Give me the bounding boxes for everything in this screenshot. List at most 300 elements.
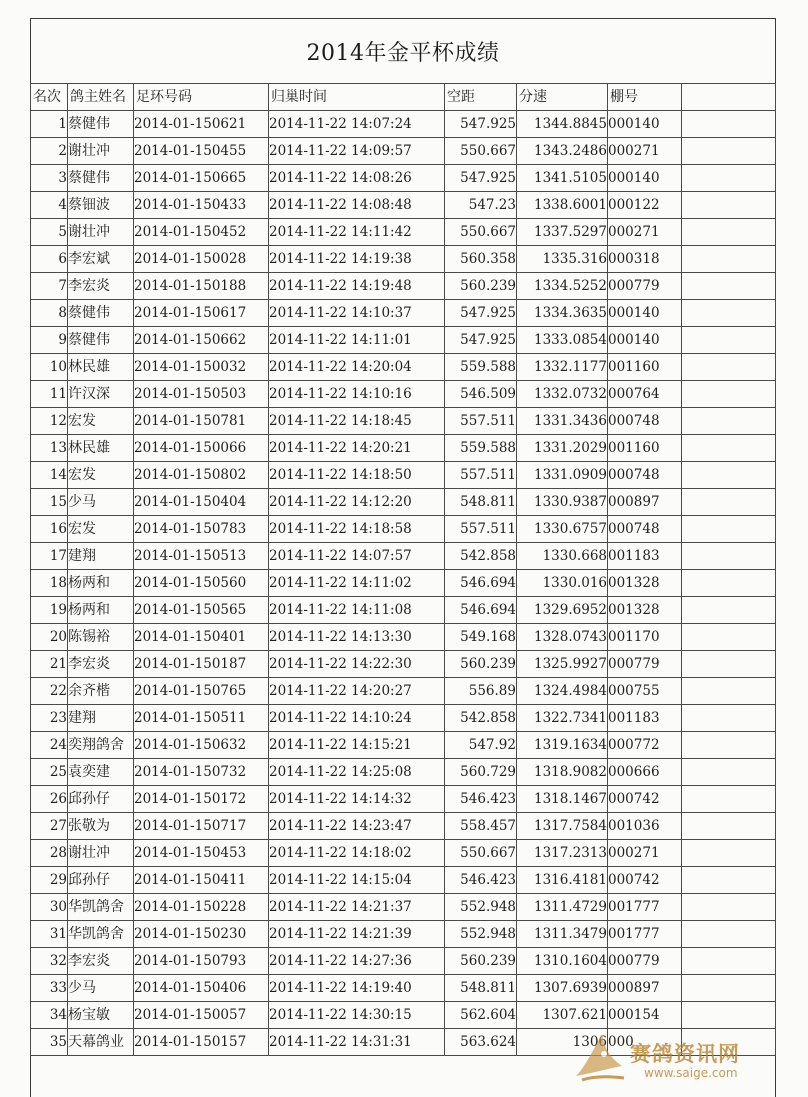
table-row	[31, 1002, 776, 1029]
watermark	[568, 1026, 798, 1092]
cell-ring-number: 2014-01-150452	[134, 219, 269, 246]
cell-owner: 谢壮冲	[68, 840, 134, 867]
cell-owner: 杨两和	[68, 597, 134, 624]
cell-rank: 24	[31, 732, 68, 759]
cell-owner: 建翔	[68, 705, 134, 732]
cell-speed: 1318.9082	[517, 759, 608, 786]
cell-blank	[682, 543, 776, 570]
cell-ring-number: 2014-01-150621	[134, 111, 269, 138]
cell-ring-number: 2014-01-150455	[134, 138, 269, 165]
cell-rank: 20	[31, 624, 68, 651]
cell-owner: 邱孙仔	[68, 867, 134, 894]
cell-ring-number: 2014-01-150453	[134, 840, 269, 867]
cell-speed: 1318.1467	[517, 786, 608, 813]
cell-loft-number: 000140	[608, 327, 682, 354]
cell-ring-number: 2014-01-150560	[134, 570, 269, 597]
cell-speed: 1319.1634	[517, 732, 608, 759]
cell-rank: 23	[31, 705, 68, 732]
table-row	[31, 543, 776, 570]
cell-return-time: 2014-11-22 14:11:08	[269, 597, 445, 624]
cell-owner: 天幕鸽业	[68, 1029, 134, 1056]
cell-speed: 1310.1604	[517, 948, 608, 975]
table-row	[31, 435, 776, 462]
cell-blank	[682, 273, 776, 300]
cell-owner: 蔡钿波	[68, 192, 134, 219]
cell-blank	[682, 408, 776, 435]
cell-owner: 蔡健伟	[68, 300, 134, 327]
cell-speed: 1330.668	[517, 543, 608, 570]
cell-owner: 建翔	[68, 543, 134, 570]
cell-rank: 7	[31, 273, 68, 300]
cell-ring-number: 2014-01-150066	[134, 435, 269, 462]
cell-speed: 1334.3635	[517, 300, 608, 327]
cell-return-time: 2014-11-22 14:07:57	[269, 543, 445, 570]
cell-distance: 552.948	[445, 921, 517, 948]
header-owner: 鸽主姓名	[68, 84, 134, 111]
cell-rank: 9	[31, 327, 68, 354]
cell-distance: 546.694	[445, 597, 517, 624]
cell-loft-number: 000779	[608, 273, 682, 300]
cell-rank: 4	[31, 192, 68, 219]
cell-blank	[682, 732, 776, 759]
cell-loft-number: 001170	[608, 624, 682, 651]
table-row	[31, 516, 776, 543]
cell-loft-number: 000	[608, 1029, 682, 1056]
cell-owner: 谢壮冲	[68, 138, 134, 165]
table-row	[31, 219, 776, 246]
cell-blank	[682, 354, 776, 381]
cell-rank: 2	[31, 138, 68, 165]
cell-rank: 5	[31, 219, 68, 246]
cell-loft-number: 000779	[608, 948, 682, 975]
cell-distance: 550.667	[445, 840, 517, 867]
cell-ring-number: 2014-01-150411	[134, 867, 269, 894]
cell-loft-number: 000764	[608, 381, 682, 408]
cell-ring-number: 2014-01-150783	[134, 516, 269, 543]
cell-distance: 558.457	[445, 813, 517, 840]
cell-loft-number: 000755	[608, 678, 682, 705]
cell-distance: 557.511	[445, 516, 517, 543]
cell-loft-number: 000140	[608, 111, 682, 138]
cell-owner: 奕翔鸽舍	[68, 732, 134, 759]
cell-ring-number: 2014-01-150632	[134, 732, 269, 759]
cell-loft-number: 000271	[608, 138, 682, 165]
cell-blank	[682, 435, 776, 462]
cell-rank: 30	[31, 894, 68, 921]
table-row	[31, 597, 776, 624]
cell-rank: 18	[31, 570, 68, 597]
cell-return-time: 2014-11-22 14:25:08	[269, 759, 445, 786]
cell-owner: 蔡健伟	[68, 111, 134, 138]
table-row	[31, 894, 776, 921]
cell-ring-number: 2014-01-150230	[134, 921, 269, 948]
cell-owner: 杨宝敏	[68, 1002, 134, 1029]
cell-loft-number: 000742	[608, 867, 682, 894]
cell-rank: 3	[31, 165, 68, 192]
table-row	[31, 273, 776, 300]
cell-rank: 27	[31, 813, 68, 840]
cell-ring-number: 2014-01-150732	[134, 759, 269, 786]
cell-speed: 1324.4984	[517, 678, 608, 705]
cell-speed: 1337.5297	[517, 219, 608, 246]
cell-blank	[682, 624, 776, 651]
cell-owner: 宏发	[68, 408, 134, 435]
cell-blank	[682, 975, 776, 1002]
cell-speed: 1317.7584	[517, 813, 608, 840]
cell-return-time: 2014-11-22 14:20:27	[269, 678, 445, 705]
cell-rank: 32	[31, 948, 68, 975]
table-row	[31, 948, 776, 975]
cell-return-time: 2014-11-22 14:14:32	[269, 786, 445, 813]
cell-blank	[682, 111, 776, 138]
cell-rank: 11	[31, 381, 68, 408]
cell-distance: 556.89	[445, 678, 517, 705]
cell-loft-number: 000772	[608, 732, 682, 759]
cell-distance: 548.811	[445, 489, 517, 516]
cell-speed: 1333.0854	[517, 327, 608, 354]
cell-return-time: 2014-11-22 14:21:37	[269, 894, 445, 921]
cell-owner: 少马	[68, 975, 134, 1002]
cell-ring-number: 2014-01-150717	[134, 813, 269, 840]
cell-ring-number: 2014-01-150406	[134, 975, 269, 1002]
cell-blank	[682, 921, 776, 948]
cell-blank	[682, 840, 776, 867]
cell-owner: 华凯鸽舍	[68, 921, 134, 948]
cell-blank	[682, 381, 776, 408]
cell-speed: 1334.5252	[517, 273, 608, 300]
cell-rank: 21	[31, 651, 68, 678]
cell-return-time: 2014-11-22 14:08:26	[269, 165, 445, 192]
table-row	[31, 624, 776, 651]
cell-speed: 1331.3436	[517, 408, 608, 435]
cell-ring-number: 2014-01-150662	[134, 327, 269, 354]
results-body	[31, 111, 776, 1056]
cell-ring-number: 2014-01-150404	[134, 489, 269, 516]
cell-owner: 宏发	[68, 462, 134, 489]
cell-speed: 1330.9387	[517, 489, 608, 516]
table-row	[31, 813, 776, 840]
cell-ring-number: 2014-01-150511	[134, 705, 269, 732]
table-row	[31, 705, 776, 732]
cell-loft-number: 001160	[608, 435, 682, 462]
cell-speed: 1325.9927	[517, 651, 608, 678]
cell-blank	[682, 165, 776, 192]
cell-loft-number: 000748	[608, 516, 682, 543]
cell-owner: 林民雄	[68, 354, 134, 381]
cell-blank	[682, 813, 776, 840]
cell-rank: 31	[31, 921, 68, 948]
cell-distance: 557.511	[445, 462, 517, 489]
cell-loft-number: 000318	[608, 246, 682, 273]
cell-return-time: 2014-11-22 14:21:39	[269, 921, 445, 948]
cell-blank	[682, 489, 776, 516]
cell-owner: 李宏炎	[68, 273, 134, 300]
cell-return-time: 2014-11-22 14:22:30	[269, 651, 445, 678]
cell-loft-number: 000271	[608, 840, 682, 867]
cell-blank	[682, 894, 776, 921]
cell-loft-number: 001328	[608, 570, 682, 597]
cell-distance: 548.811	[445, 975, 517, 1002]
cell-blank	[682, 786, 776, 813]
cell-owner: 杨两和	[68, 570, 134, 597]
cell-owner: 余齐楷	[68, 678, 134, 705]
table-row	[31, 354, 776, 381]
cell-return-time: 2014-11-22 14:27:36	[269, 948, 445, 975]
cell-ring-number: 2014-01-150665	[134, 165, 269, 192]
pigeon-logo-icon	[568, 1026, 630, 1088]
cell-ring-number: 2014-01-150188	[134, 273, 269, 300]
cell-rank: 25	[31, 759, 68, 786]
cell-distance: 546.694	[445, 570, 517, 597]
cell-return-time: 2014-11-22 14:19:40	[269, 975, 445, 1002]
cell-return-time: 2014-11-22 14:18:58	[269, 516, 445, 543]
cell-distance: 547.925	[445, 111, 517, 138]
cell-rank: 6	[31, 246, 68, 273]
cell-loft-number: 000897	[608, 975, 682, 1002]
cell-ring-number: 2014-01-150565	[134, 597, 269, 624]
cell-rank: 22	[31, 678, 68, 705]
cell-blank	[682, 1002, 776, 1029]
cell-loft-number: 000122	[608, 192, 682, 219]
cell-return-time: 2014-11-22 14:11:42	[269, 219, 445, 246]
cell-distance: 549.168	[445, 624, 517, 651]
cell-blank	[682, 678, 776, 705]
cell-distance: 560.239	[445, 273, 517, 300]
cell-rank: 19	[31, 597, 68, 624]
table-row	[31, 921, 776, 948]
cell-return-time: 2014-11-22 14:19:48	[269, 273, 445, 300]
cell-owner: 邱孙仔	[68, 786, 134, 813]
cell-return-time: 2014-11-22 14:11:02	[269, 570, 445, 597]
cell-rank: 29	[31, 867, 68, 894]
cell-loft-number: 001183	[608, 543, 682, 570]
header-loft-number: 棚号	[608, 84, 682, 111]
header-blank	[682, 84, 776, 111]
cell-rank: 14	[31, 462, 68, 489]
cell-return-time: 2014-11-22 14:09:57	[269, 138, 445, 165]
cell-distance: 547.925	[445, 165, 517, 192]
table-row	[31, 570, 776, 597]
cell-ring-number: 2014-01-150172	[134, 786, 269, 813]
cell-return-time: 2014-11-22 14:20:04	[269, 354, 445, 381]
cell-ring-number: 2014-01-150503	[134, 381, 269, 408]
cell-rank: 10	[31, 354, 68, 381]
cell-ring-number: 2014-01-150765	[134, 678, 269, 705]
cell-speed: 1332.1177	[517, 354, 608, 381]
cell-speed: 1306	[517, 1029, 608, 1056]
cell-ring-number: 2014-01-150433	[134, 192, 269, 219]
table-row	[31, 732, 776, 759]
cell-return-time: 2014-11-22 14:19:38	[269, 246, 445, 273]
cell-loft-number: 001160	[608, 354, 682, 381]
table-row	[31, 165, 776, 192]
cell-ring-number: 2014-01-150781	[134, 408, 269, 435]
header-row	[31, 84, 776, 111]
cell-distance: 550.667	[445, 138, 517, 165]
cell-loft-number: 001183	[608, 705, 682, 732]
cell-distance: 546.423	[445, 867, 517, 894]
cell-owner: 蔡健伟	[68, 327, 134, 354]
cell-rank: 16	[31, 516, 68, 543]
table-row	[31, 327, 776, 354]
cell-distance: 560.358	[445, 246, 517, 273]
cell-distance: 552.948	[445, 894, 517, 921]
cell-distance: 563.624	[445, 1029, 517, 1056]
cell-owner: 张敬为	[68, 813, 134, 840]
cell-return-time: 2014-11-22 14:23:47	[269, 813, 445, 840]
table-row	[31, 300, 776, 327]
cell-distance: 547.23	[445, 192, 517, 219]
cell-return-time: 2014-11-22 14:15:04	[269, 867, 445, 894]
cell-owner: 李宏炎	[68, 651, 134, 678]
header-ring-number: 足环号码	[134, 84, 269, 111]
cell-owner: 李宏斌	[68, 246, 134, 273]
cell-loft-number: 000748	[608, 408, 682, 435]
results-table	[30, 83, 776, 1056]
cell-return-time: 2014-11-22 14:13:30	[269, 624, 445, 651]
cell-speed: 1343.2486	[517, 138, 608, 165]
cell-speed: 1307.6939	[517, 975, 608, 1002]
cell-ring-number: 2014-01-150187	[134, 651, 269, 678]
header-distance: 空距	[445, 84, 517, 111]
cell-ring-number: 2014-01-150617	[134, 300, 269, 327]
cell-return-time: 2014-11-22 14:18:02	[269, 840, 445, 867]
table-row	[31, 975, 776, 1002]
cell-return-time: 2014-11-22 14:11:01	[269, 327, 445, 354]
cell-distance: 547.925	[445, 327, 517, 354]
cell-ring-number: 2014-01-150028	[134, 246, 269, 273]
cell-speed: 1316.4181	[517, 867, 608, 894]
header-rank: 名次	[31, 84, 68, 111]
cell-ring-number: 2014-01-150057	[134, 1002, 269, 1029]
cell-blank	[682, 300, 776, 327]
header-return-time: 归巢时间	[269, 84, 445, 111]
cell-blank	[682, 138, 776, 165]
cell-rank: 12	[31, 408, 68, 435]
cell-ring-number: 2014-01-150157	[134, 1029, 269, 1056]
cell-rank: 28	[31, 840, 68, 867]
cell-speed: 1317.2313	[517, 840, 608, 867]
cell-ring-number: 2014-01-150401	[134, 624, 269, 651]
cell-rank: 8	[31, 300, 68, 327]
cell-speed: 1344.8845	[517, 111, 608, 138]
table-row	[31, 381, 776, 408]
cell-speed: 1311.4729	[517, 894, 608, 921]
table-row	[31, 489, 776, 516]
cell-loft-number: 000271	[608, 219, 682, 246]
cell-owner: 华凯鸽舍	[68, 894, 134, 921]
cell-owner: 李宏炎	[68, 948, 134, 975]
watermark-name: 赛鸽资讯网	[630, 1042, 740, 1066]
cell-loft-number: 000140	[608, 165, 682, 192]
cell-blank	[682, 246, 776, 273]
cell-blank	[682, 192, 776, 219]
cell-owner: 少马	[68, 489, 134, 516]
cell-return-time: 2014-11-22 14:10:16	[269, 381, 445, 408]
cell-speed: 1322.7341	[517, 705, 608, 732]
cell-distance: 542.858	[445, 543, 517, 570]
cell-owner: 谢壮冲	[68, 219, 134, 246]
cell-return-time: 2014-11-22 14:31:31	[269, 1029, 445, 1056]
cell-rank: 34	[31, 1002, 68, 1029]
page-title: 2014年金平杯成绩	[306, 41, 500, 66]
cell-blank	[682, 597, 776, 624]
cell-speed: 1338.6001	[517, 192, 608, 219]
cell-return-time: 2014-11-22 14:12:20	[269, 489, 445, 516]
table-row	[31, 840, 776, 867]
table-row	[31, 786, 776, 813]
cell-return-time: 2014-11-22 14:10:37	[269, 300, 445, 327]
cell-distance: 550.667	[445, 219, 517, 246]
cell-ring-number: 2014-01-150802	[134, 462, 269, 489]
cell-return-time: 2014-11-22 14:10:24	[269, 705, 445, 732]
cell-rank: 26	[31, 786, 68, 813]
cell-loft-number: 000779	[608, 651, 682, 678]
table-row	[31, 138, 776, 165]
cell-rank: 17	[31, 543, 68, 570]
table-row	[31, 867, 776, 894]
cell-return-time: 2014-11-22 14:30:15	[269, 1002, 445, 1029]
cell-ring-number: 2014-01-150513	[134, 543, 269, 570]
cell-speed: 1311.3479	[517, 921, 608, 948]
cell-speed: 1335.316	[517, 246, 608, 273]
table-row	[31, 678, 776, 705]
cell-speed: 1330.016	[517, 570, 608, 597]
cell-return-time: 2014-11-22 14:07:24	[269, 111, 445, 138]
cell-speed: 1332.0732	[517, 381, 608, 408]
cell-distance: 546.423	[445, 786, 517, 813]
cell-ring-number: 2014-01-150793	[134, 948, 269, 975]
cell-loft-number: 000140	[608, 300, 682, 327]
cell-loft-number: 001777	[608, 894, 682, 921]
cell-rank: 1	[31, 111, 68, 138]
watermark-url: www.saige.com	[644, 1066, 738, 1080]
cell-return-time: 2014-11-22 14:18:50	[269, 462, 445, 489]
cell-return-time: 2014-11-22 14:20:21	[269, 435, 445, 462]
cell-loft-number: 000154	[608, 1002, 682, 1029]
cell-distance: 559.588	[445, 354, 517, 381]
table-row	[31, 111, 776, 138]
header-speed: 分速	[517, 84, 608, 111]
cell-blank	[682, 327, 776, 354]
cell-blank	[682, 516, 776, 543]
cell-loft-number: 001036	[608, 813, 682, 840]
cell-distance: 560.729	[445, 759, 517, 786]
cell-rank: 15	[31, 489, 68, 516]
cell-speed: 1330.6757	[517, 516, 608, 543]
cell-distance: 546.509	[445, 381, 517, 408]
table-row	[31, 651, 776, 678]
cell-distance: 560.239	[445, 948, 517, 975]
cell-rank: 35	[31, 1029, 68, 1056]
cell-loft-number: 001777	[608, 921, 682, 948]
cell-blank	[682, 759, 776, 786]
cell-owner: 林民雄	[68, 435, 134, 462]
table-row	[31, 408, 776, 435]
cell-ring-number: 2014-01-150228	[134, 894, 269, 921]
cell-owner: 袁奕建	[68, 759, 134, 786]
cell-speed: 1328.0743	[517, 624, 608, 651]
cell-speed: 1331.0909	[517, 462, 608, 489]
cell-distance: 547.92	[445, 732, 517, 759]
cell-blank	[682, 651, 776, 678]
cell-loft-number: 000748	[608, 462, 682, 489]
cell-blank	[682, 219, 776, 246]
cell-owner: 宏发	[68, 516, 134, 543]
cell-loft-number: 000666	[608, 759, 682, 786]
cell-distance: 557.511	[445, 408, 517, 435]
cell-blank	[682, 462, 776, 489]
